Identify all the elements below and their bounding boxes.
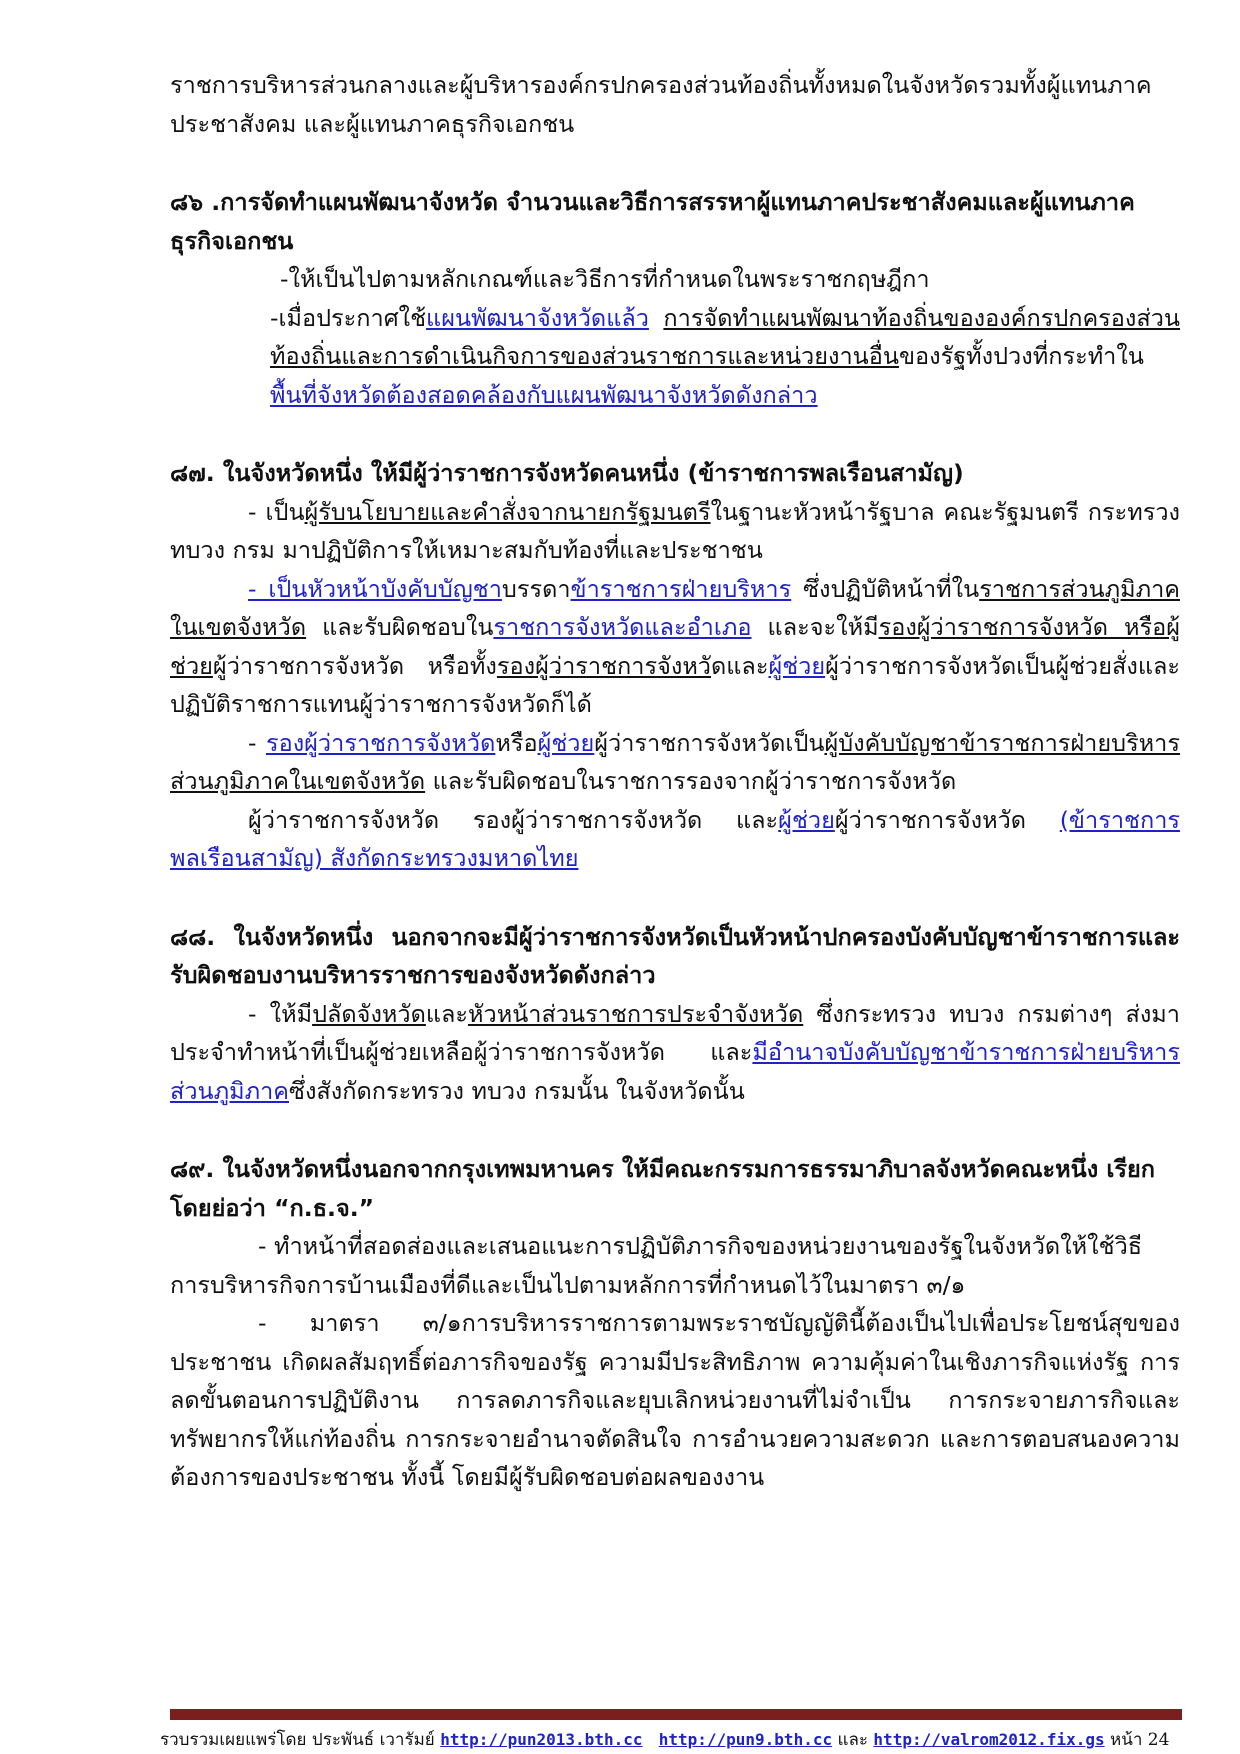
text: และรับผิดชอบในราชการรองจากผู้ว่าราชการจังหวัด bbox=[425, 767, 957, 795]
footer-link-1[interactable]: http://pun2013.bth.cc bbox=[440, 1730, 643, 1749]
section-87-bullet-3 bbox=[170, 724, 1180, 801]
section-89-bullet-1: - ทำหน้าที่สอดส่องและเสนอแนะการปฏิบัติภารกิจของหน่วยงานของรัฐในจังหวัดให้ใช้วิธีการบริหารกิจการบ้านเมืองที่ดีและเป็นไปตามหลักการที่กำหนดไว้ในมาตรา ๓/๑ bbox=[170, 1232, 1143, 1299]
section-88-heading: ๘๘. ในจังหวัดหนึ่ง นอกจากจะมีผู้ว่าราชการจังหวัดเป็นหัวหน้าปกครองบังคับบัญชาข้าราชการและรับผิดชอบงานบริหารราชการของจังหวัดดังกล่าว bbox=[170, 922, 1180, 989]
link-province-district[interactable]: ราชการจังหวัดและอำเภอ bbox=[493, 613, 752, 641]
page-number: 24 bbox=[1147, 1730, 1170, 1750]
underlined-text: หัวหน้าส่วนราชการประจำจังหวัด bbox=[468, 999, 804, 1028]
text: และจะให้มี bbox=[751, 613, 879, 641]
footer-divider bbox=[170, 1709, 1182, 1720]
section-87-bullet-1 bbox=[170, 493, 1180, 570]
document-body bbox=[170, 66, 1180, 1497]
text: ซึ่งกระทรวง ทบวง กรมต่างๆ ส่งมาประจำทำหน้าที่เป็นผู้ช่วยเหลือผู้ว่าราชการจังหวัด และ bbox=[170, 999, 1180, 1066]
link-assistant[interactable]: ผู้ช่วย bbox=[768, 651, 826, 680]
text: ประชาสังคม และผู้แทนภาคธุรกิจเอกชน bbox=[170, 109, 575, 138]
text: ผู้ว่าราชการจังหวัดเป็น bbox=[594, 728, 825, 757]
underlined-text: ผู้บังคับบัญชาข้าราชการฝ่ายบริหารส่วนภูมิภาคในเขตจังหวัด bbox=[170, 728, 1180, 795]
footer bbox=[160, 1726, 1169, 1753]
link-commander[interactable]: - เป็นหัวหน้าบังคับบัญชา bbox=[248, 574, 502, 603]
link-assistant-2[interactable]: ผู้ช่วย bbox=[537, 728, 595, 757]
text: - ให้มี bbox=[248, 999, 313, 1028]
section-89-heading: ๘๙. ในจังหวัดหนึ่งนอกจากกรุงเทพมหานคร ให้มีคณะกรรมการธรรมาภิบาลจังหวัดคณะหนึ่ง เรียกโดยย่อว่า “ก.ธ.จ.” bbox=[170, 1155, 1156, 1222]
text: ในฐานะหัวหน้ารัฐบาล คณะรัฐมนตรี กระทรวง ทบวง กรม มาปฏิบัติการให้เหมาะสมกับท้องที่และประชาชน bbox=[170, 497, 1180, 564]
text: ราชการบริหารส่วนกลางและผู้บริหารองค์กรปกครองส่วนท้องถิ่นทั้งหมดในจังหวัดรวมทั้งผู้แทนภาค bbox=[170, 71, 1152, 99]
text: และ bbox=[425, 999, 469, 1028]
text: - bbox=[248, 728, 266, 757]
text: ผู้ว่าราชการจังหวัด หรือทั้ง bbox=[212, 651, 497, 680]
footer-link-2[interactable]: http://pun9.bth.cc bbox=[658, 1730, 833, 1749]
text: บรรดา bbox=[501, 574, 571, 603]
footer-and: และ bbox=[837, 1730, 869, 1750]
underlined-text: รองผู้ว่าราชการจังหวั bbox=[496, 651, 712, 680]
underlined-text: ราชการส่วนภูมิภาคในเขตจังหวัด bbox=[170, 574, 1180, 641]
paragraph-85-tail bbox=[170, 66, 1180, 143]
link-area-consistent[interactable]: พื้นที่จังหวัดต้องสอดคล้องกับแผนพัฒนาจังหวัดดังกล่าว bbox=[270, 380, 818, 409]
underlined-text: การจัดทำแผนพัฒนาท้องถิ่นขององค์กรปกครองส่วนท้องถิ่นและการดำเนินกิจการของส่วนราชการและหน่วยงานอื่น bbox=[270, 303, 1180, 370]
link-civil-servant-moi[interactable]: (ข้าราชการพลเรือนสามัญ) สังกัดกระทรวงมหาดไทย bbox=[170, 805, 1181, 872]
text: ซึ่งปฏิบัติหน้าที่ใน bbox=[791, 574, 980, 603]
link-command-authority[interactable]: มีอำนาจบังคับบัญชาข้าราชการฝ่ายบริหารส่วนภูมิภาค bbox=[170, 1038, 1180, 1105]
text: หรือ bbox=[495, 728, 538, 757]
section-87-bullet-2 bbox=[170, 570, 1180, 724]
section-87-heading: ๘๗. ในจังหวัดหนึ่ง ให้มีผู้ว่าราชการจังหวัดคนหนึ่ง (ข้าราชการพลเรือนสามัญ) bbox=[170, 459, 964, 487]
footer-credit: รวบรวมเผยแพร่โดย ประพันธ์ เวารัมย์ bbox=[160, 1730, 435, 1750]
link-provincial-plan[interactable]: แผนพัฒนาจังหวัดแล้ว bbox=[426, 303, 649, 332]
section-89-bullet-2: - มาตรา ๓/๑การบริหารราชการตามพระราชบัญญัตินี้ต้องเป็นไปเพื่อประโยชน์สุขของประชาชน เกิดผลสัมฤทธิ์ต่อภารกิจของรัฐ ความมีประสิทธิภาพ ความคุ้มค่าในเชิงภารกิจแห่งรัฐ การลดขั้นตอนการปฏิบัติงาน การลดภารกิจและยุบเลิกหน่วยงานที่ไม่จำเป็น การกระจายภารกิจและทรัพยากรให้แก่ท้องถิ่น การกระจายอำนาจตัดสินใจ การอำนวยความสะดวก และการตอบสนองความต้องการของประชาชน ทั้งนี้ โดยมีผู้รับผิดชอบต่อผลของงาน bbox=[170, 1309, 1180, 1491]
text: ซึ่งสังกัดกระทรวง ทบวง กรมนั้น ในจังหวัดนั้น bbox=[289, 1076, 745, 1105]
section-86-heading: ๘๖ .การจัดทำแผนพัฒนาจังหวัด จำนวนและวิธีการสรรหาผู้แทนภาคประชาสังคมและผู้แทนภาคธุรกิจเอกชน bbox=[170, 188, 1135, 255]
text: ผู้ว่าราชการจังหวัดเป็นผู้ช่วยสั่งและปฏิบัติราชการแทนผู้ว่าราชการจังหวัดก็ได้ bbox=[170, 651, 1180, 718]
link-deputy-governor[interactable]: รองผู้ว่าราชการจังหวัด bbox=[265, 728, 496, 757]
underlined-text: ปลัดจังหวัด bbox=[312, 999, 426, 1028]
section-88-bullet-1 bbox=[170, 995, 1180, 1111]
section-86-bullet-1: -ให้เป็นไปตามหลักเกณฑ์และวิธีการที่กำหนดในพระราชกฤษฎีกา bbox=[280, 265, 930, 293]
underlined-text: รองผู้ว่าราชการจังหวัด หรือผู้ช่วย bbox=[170, 613, 1180, 680]
link-assistant-3[interactable]: ผู้ช่วย bbox=[778, 805, 835, 834]
section-87-bullet-4 bbox=[170, 801, 1180, 878]
text: ของรัฐทั้งปวงที่กระทำใน bbox=[898, 342, 1144, 370]
text: ดและ bbox=[711, 651, 769, 680]
text: ผู้ว่าราชการจังหวัด รองผู้ว่าราชการจังหวัด และ bbox=[248, 805, 779, 834]
text: ผู้ว่าราชการจังหวัด bbox=[834, 805, 1060, 834]
page-label: หน้า bbox=[1110, 1730, 1143, 1750]
underlined-text: ผู้รับนโยบายและคำสั่งจากนายกรัฐมนตรี bbox=[304, 497, 711, 526]
text: -เมื่อประกาศใช้ bbox=[270, 303, 427, 332]
section-86-bullet-2 bbox=[170, 299, 1180, 415]
text: และรับผิดชอบใน bbox=[306, 613, 494, 641]
text: - เป็น bbox=[248, 497, 305, 526]
link-executive-officials[interactable]: ข้าราชการฝ่ายบริหาร bbox=[570, 574, 792, 603]
footer-link-3[interactable]: http://valrom2012.fix.gs bbox=[873, 1730, 1105, 1749]
